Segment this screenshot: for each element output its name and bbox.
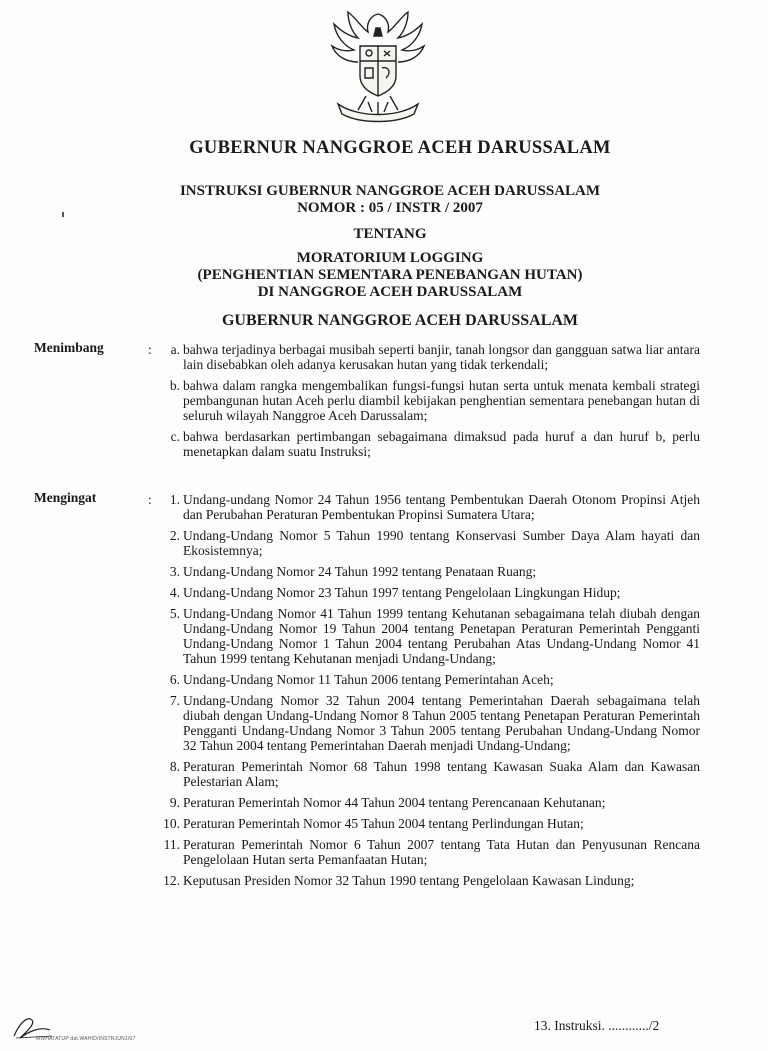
item-mark: 2. <box>169 528 180 543</box>
garuda-emblem-icon <box>318 6 438 128</box>
list-item <box>148 378 700 423</box>
list-item <box>148 693 700 753</box>
continuation-note: 13. Instruksi. ............/2 <box>534 1018 660 1033</box>
item-mark: a. <box>170 342 180 357</box>
tentang-heading: TENTANG <box>353 226 427 242</box>
item-mark: 11. <box>163 837 180 852</box>
list-item <box>148 564 700 579</box>
menimbang-label: Menimbang <box>34 340 104 355</box>
item-mark: 5. <box>169 606 180 621</box>
mengingat-label: Mengingat <box>34 490 97 505</box>
subject-title <box>140 250 640 301</box>
list-item <box>148 606 700 666</box>
item-text: Keputusan Presiden Nomor 32 Tahun 1990 tentang Pengelolaan Kawasan Lindung; <box>183 873 635 888</box>
item-text: bahwa dalam rangka mengembalikan fungsi-fungsi hutan serta untuk menata kembali strategi pembangunan hutan Aceh perlu diambil kebijakan penghentian sementara penebangan hutan di seluruh wilayah Nanggroe Aceh Darussalam; <box>183 378 700 423</box>
item-text: Undang-Undang Nomor 23 Tahun 1997 tentang Pengelolaan Lingkungan Hidup; <box>183 585 621 600</box>
subject-line-1: MORATORIUM LOGGING <box>296 250 484 266</box>
list-item: : a. bahwa terjadinya berbagai musibah seperti banjir, tanah longsor dan gangguan satwa liar antara lain disebabkan oleh adanya kerusakan hutan yang tidak terkendali; <box>148 342 700 372</box>
item-mark: 4. <box>169 585 180 600</box>
menimbang-list <box>148 342 700 465</box>
item-text: Undang-Undang Nomor 24 Tahun 1992 tentang Penataan Ruang; <box>183 564 537 579</box>
item-text: Peraturan Pemerintah Nomor 45 Tahun 2004 tentang Perlindungan Hutan; <box>183 816 584 831</box>
instruction-title: INSTRUKSI GUBERNUR NANGGROE ACEH DARUSSALAM <box>179 183 601 199</box>
issuer-heading: GUBERNUR NANGGROE ACEH DARUSSALAM <box>189 138 611 158</box>
item-mark: c. <box>170 429 180 444</box>
item-mark: 1. <box>169 492 180 507</box>
item-mark: 3. <box>169 564 180 579</box>
item-text: bahwa berdasarkan pertimbangan sebagaimana dimaksud pada huruf a dan huruf b, perlu menetapkan dalam suatu Instruksi; <box>183 429 700 459</box>
item-mark: 10. <box>163 816 180 831</box>
mengingat-list <box>148 492 700 894</box>
file-code: MWHATATUP dat.WAHID/INSTRJUN1/07 <box>36 1036 136 1042</box>
list-item <box>148 837 700 867</box>
item-text: Undang-undang Nomor 24 Tahun 1956 tentang Pembentukan Daerah Otonom Propinsi Atjeh dan Perubahan Peraturan Pembentukan Propinsi Sumatera Utara; <box>183 492 700 522</box>
item-text: Undang-Undang Nomor 32 Tahun 2004 tentang Pemerintahan Daerah sebagaimana telah diubah dengan Undang-Undang Nomor 8 Tahun 2005 tentang Penetapan Peraturan Pemerintah Pengganti Undang-Undang Nomor 3 Tahun 2005 tentang Perubahan Undang-Undang Nomor 32 Tahun 2004 tentang Pemerintahan Daerah menjadi Undang-Undang; <box>183 693 700 753</box>
governor-heading: GUBERNUR NANGGROE ACEH DARUSSALAM <box>221 312 579 329</box>
list-item <box>148 759 700 789</box>
item-text: bahwa terjadinya berbagai musibah seperti banjir, tanah longsor dan gangguan satwa liar antara lain disebabkan oleh adanya kerusakan hutan yang tidak terkendali; <box>183 342 700 372</box>
item-text: Peraturan Pemerintah Nomor 44 Tahun 2004 tentang Perencanaan Kehutanan; <box>183 795 606 810</box>
item-text: Peraturan Pemerintah Nomor 6 Tahun 2007 tentang Tata Hutan dan Penyusunan Rencana Pengelolaan Hutan serta Pemanfaatan Hutan; <box>183 837 700 867</box>
instruction-heading <box>140 183 640 217</box>
margin-mark <box>62 212 64 217</box>
item-mark: 9. <box>169 795 180 810</box>
list-item <box>148 795 700 810</box>
item-text: Undang-Undang Nomor 5 Tahun 1990 tentang Konservasi Sumber Daya Alam hayati dan Ekosistemnya; <box>183 528 700 558</box>
item-text: Peraturan Pemerintah Nomor 68 Tahun 1998 tentang Kawasan Suaka Alam dan Kawasan Pelestarian Alam; <box>183 759 700 789</box>
list-item <box>148 585 700 600</box>
list-item <box>148 429 700 459</box>
subject-line-2: (PENGHENTIAN SEMENTARA PENEBANGAN HUTAN) <box>197 267 583 283</box>
list-item <box>148 528 700 558</box>
instruction-number: NOMOR : 05 / INSTR / 2007 <box>297 200 483 216</box>
item-text: Undang-Undang Nomor 41 Tahun 1999 tentang Kehutanan sebagaimana telah diubah dengan Undang-Undang Nomor 19 Tahun 2004 tentang Penetapan Peraturan Pemerintah Pengganti Undang-Undang Nomor 1 Tahun 2004 tentang Perubahan Atas Undang-Undang Nomor 41 Tahun 1999 tentang Kehutanan menjadi Undang-Undang; <box>183 606 700 666</box>
list-item <box>148 816 700 831</box>
list-item <box>148 873 700 888</box>
list-item: : 1. Undang-undang Nomor 24 Tahun 1956 tentang Pembentukan Daerah Otonom Propinsi Atjeh dan Perubahan Peraturan Pembentukan Propinsi Sumatera Utara; <box>148 492 700 522</box>
item-mark: 12. <box>163 873 180 888</box>
item-text: Undang-Undang Nomor 11 Tahun 2006 tentang Pemerintahan Aceh; <box>183 672 554 687</box>
subject-line-3: DI NANGGROE ACEH DARUSSALAM <box>257 284 523 300</box>
item-mark: 6. <box>169 672 180 687</box>
list-item <box>148 672 700 687</box>
item-mark: b. <box>169 378 180 393</box>
item-mark: 8. <box>169 759 180 774</box>
item-mark: 7. <box>169 693 180 708</box>
